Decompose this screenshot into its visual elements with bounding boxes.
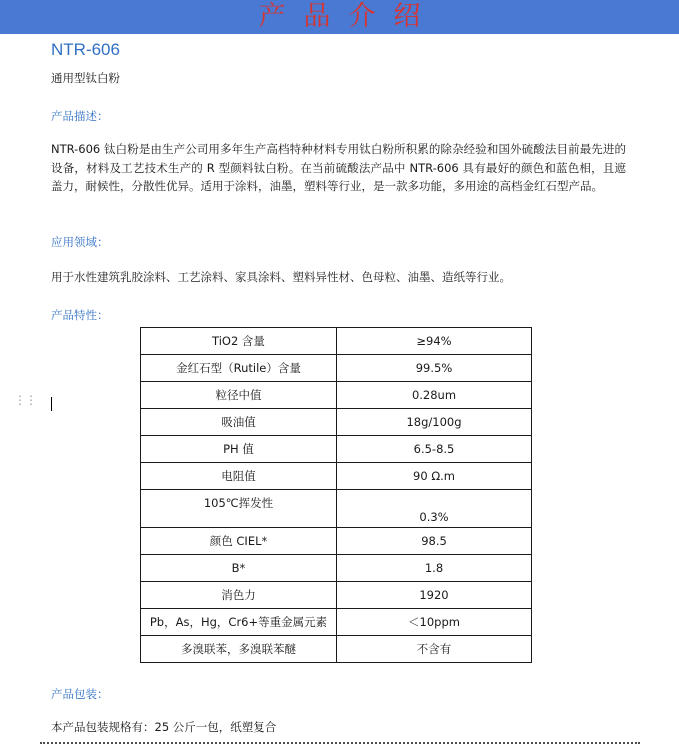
table-row (141, 555, 532, 582)
description-text: NTR-606 钛白粉是由生产公司用多年生产高档特种材料专用钛白粉所积累的除杂经验和国外硫酸法目前最先进的设备，材料及工艺技术生产的 R 型颜料钛白粉。在当前硫酸法产品中 NTR-606 具有最好的颜色和蓝色相，且遮盖力，耐候性，分散性优异。适用于涂料，油墨，塑料等行业，是一款多功能，多用途的高档金红石型产品。 (51, 142, 626, 193)
property-value: 99.5% (337, 355, 532, 382)
table-row (141, 490, 532, 528)
table-row (141, 355, 532, 382)
property-name: 颜色 CIEL* (141, 528, 337, 555)
page-break-rule (40, 742, 640, 744)
product-subtitle: 通用型钛白粉 (51, 71, 120, 85)
table-row (141, 463, 532, 490)
application-text: 用于水性建筑乳胶涂料、工艺涂料、家具涂料、塑料异性材、色母粒、油墨、造纸等行业。 (51, 270, 511, 284)
property-value: ＜10ppm (337, 609, 532, 636)
property-value: 不含有 (337, 636, 532, 663)
packaging-text: 本产品包装规格有：25 公斤一包，纸塑复合 (51, 720, 277, 734)
table-row (141, 328, 532, 355)
property-name: 粒径中值 (141, 382, 337, 409)
application-heading: 应用领域： (51, 235, 109, 249)
property-value: 6.5-8.5 (337, 436, 532, 463)
property-name: TiO2 含量 (141, 328, 337, 355)
property-name: Pb，As，Hg，Cr6+等重金属元素 (141, 609, 337, 636)
text-cursor (51, 397, 52, 411)
table-row (141, 528, 532, 555)
property-name: 吸油值 (141, 409, 337, 436)
property-name: B* (141, 555, 337, 582)
property-value: 18g/100g (337, 409, 532, 436)
properties-heading: 产品特性： (51, 308, 109, 322)
banner-title: 产品介绍 (258, 1, 439, 32)
properties-table (140, 327, 532, 663)
header-banner (0, 0, 679, 34)
property-value: 98.5 (337, 528, 532, 555)
property-name: 多溴联苯，多溴联苯醚 (141, 636, 337, 663)
table-row (141, 582, 532, 609)
property-value: 0.28um (337, 382, 532, 409)
table-row (141, 436, 532, 463)
table-row (141, 636, 532, 663)
property-value: 0.3% (337, 490, 532, 528)
description-heading: 产品描述： (51, 109, 109, 123)
property-value: 90 Ω.m (337, 463, 532, 490)
property-name: 消色力 (141, 582, 337, 609)
property-name: 电阻值 (141, 463, 337, 490)
table-drag-handle-icon[interactable]: ⋮⋮ (14, 393, 36, 407)
property-value: 1.8 (337, 555, 532, 582)
property-value: ≥94% (337, 328, 532, 355)
packaging-heading: 产品包装： (51, 687, 109, 701)
product-name: NTR-606 (51, 40, 120, 59)
property-name: 105℃挥发性 (141, 490, 337, 528)
property-name: PH 值 (141, 436, 337, 463)
table-row (141, 382, 532, 409)
property-name: 金红石型（Rutile）含量 (141, 355, 337, 382)
table-row (141, 409, 532, 436)
property-value: 1920 (337, 582, 532, 609)
table-row (141, 609, 532, 636)
